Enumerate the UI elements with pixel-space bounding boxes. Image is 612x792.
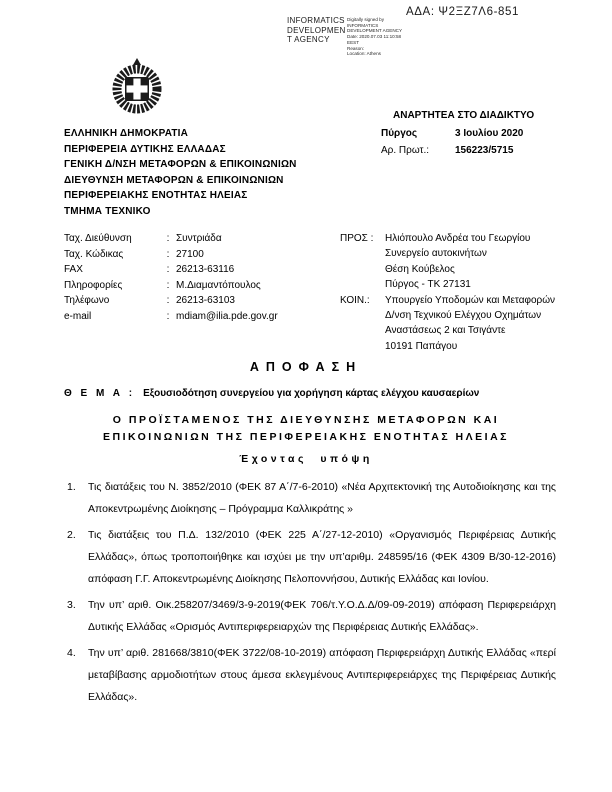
contact-row (64, 309, 278, 325)
to-line: Ηλιόπουλο Ανδρέα του Γεωργίου (385, 233, 531, 244)
contact-label: e-mail (64, 310, 92, 322)
stamp-agency-line: T AGENCY (287, 35, 330, 45)
consideration-item: Την υπ’ αριθ. 281668/3810(ΦΕΚ 3722/08-10-2019) απόφαση Περιφερειάρχη Δυτικής Ελλάδας «περί μεταβίβασης αρμοδιοτήτων στους άμεσα εκλεγμένους Αντιπεριφερειάρχες της Περιφέρειας Δυτικής Ελλάδας». (88, 647, 556, 703)
authority-line: Ο ΠΡΟΪΣΤΑΜΕΝΟΣ ΤΗΣ ΔΙΕΥΘΥΝΣΗΣ ΜΕΤΑΦΟΡΩΝ ΚΑΙ (112, 414, 500, 426)
ada-code: ΑΔΑ: Ψ2ΞΖ7Λ6-851 (406, 6, 520, 18)
protocol-number: 156223/5715 (455, 145, 514, 156)
contact-value: Συντριάδα (176, 233, 222, 244)
contact-row (64, 231, 278, 247)
greek-coat-of-arms-icon (111, 57, 163, 120)
contact-label: Τηλέφωνο (64, 295, 110, 307)
subject-line (64, 388, 556, 399)
contact-value: 26213-63116 (176, 264, 235, 276)
consideration-item: Την υπ’ αριθ. Οικ.258207/3469/3-9-2019(ΦΕΚ 706/τ.Υ.Ο.Δ.Δ/09-09-2019) απόφαση Περιφερειάρχη Δυτικής Ελλάδας «Ορισμός Αντιπεριφερειαρχών της Περιφέρειας Δυτικής Ελλάδας». (88, 599, 556, 633)
to-lines (385, 231, 530, 293)
stamp-detail-line: Reason: (347, 45, 365, 51)
stamp-detail-line: Date: 2020.07.03 11:10:58 (347, 34, 402, 40)
contact-value: mdiam@ilia.pde.gov.gr (176, 310, 278, 322)
contact-value: Μ.Διαμαντόπουλος (176, 279, 261, 291)
to-line: Θέση Κούβελος (385, 263, 455, 275)
cc-line: Υπουργείο Υποδομών και Μεταφορών (385, 294, 556, 306)
subject-text: Εξουσιοδότηση συνεργείου για χορήγηση κάρτας ελέγχου καυσαερίων (143, 388, 480, 399)
contact-row (64, 278, 278, 294)
authority-heading (0, 412, 612, 445)
authority-line: ΕΠΙΚΟΙΝΩΝΙΩΝ ΤΗΣ ΠΕΡΙΦΕΡΕΙΑΚΗΣ ΕΝΟΤΗΤΑΣ ΗΛΕΙΑΣ (103, 430, 509, 443)
org-line: ΓΕΝΙΚΗ Δ/ΝΣΗ ΜΕΤΑΦΟΡΩΝ & ΕΠΙΚΟΙΝΩΝΙΩΝ (64, 159, 297, 170)
signature-stamp-agency (287, 16, 346, 45)
to-line: Πύργος - ΤΚ 27131 (385, 279, 471, 291)
cc-line: Δ/νση Τεχνικού Ελέγχου Οχημάτων (385, 310, 542, 322)
org-line: ΤΜΗΜΑ ΤΕΧΝΙΚΟ (64, 205, 151, 217)
consideration-item: Τις διατάξεις του Ν. 3852/2010 (ΦΕΚ 87 Α΄/7-6-2010) «Νέα Αρχιτεκτονική της Αυτοδιοίκησης και της Αποκεντρωμένης Διοίκησης – Πρόγραμμα Καλλικράτης » (88, 481, 556, 515)
cc-group (340, 293, 555, 355)
stamp-agency-line: DEVELOPMEN (287, 25, 346, 35)
colon: : (166, 295, 170, 307)
consideration-item: Τις διατάξεις του Π.Δ. 132/2010 (ΦΕΚ 225 Α΄/27-12-2010) «Οργανισμός Περιφέρειας Δυτικής Ελλάδας», όπως τροποποιήθηκε και ισχύει με την υπ’αριθμ. 248595/16 (ΦΕΚ 4309 Β/30-12-2016) απόφαση Γ.Γ. Αποκεντρωμένης Διοίκησης Πελοποννήσου, Δυτικής Ελλάδας και Ιονίου. (88, 529, 556, 585)
contact-row (64, 247, 278, 263)
org-line: ΠΕΡΙΦΕΡΕΙΑΚΗΣ ΕΝΟΤΗΤΑΣ ΗΛΕΙΑΣ (64, 190, 248, 201)
cc-label: ΚΟΙΝ.: (340, 294, 370, 306)
subject-label: Θ Ε Μ Α : (64, 388, 136, 399)
having-regard-heading: Έχοντας υπόψη (239, 453, 373, 465)
to-line: Συνεργείο αυτοκινήτων (385, 248, 487, 260)
colon: : (166, 279, 170, 291)
recipients-block (340, 231, 555, 354)
contact-label: FAX (64, 264, 83, 276)
decision-title: ΑΠΟΦΑΣΗ (249, 360, 363, 374)
org-line: ΠΕΡΙΦΕΡΕΙΑ ΔΥΤΙΚΗΣ ΕΛΛΑΔΑΣ (64, 143, 226, 155)
stamp-detail-line: Location: Athens (347, 51, 381, 57)
cc-lines (385, 293, 555, 355)
colon: : (166, 248, 170, 260)
city: Πύργος (381, 128, 418, 139)
to-group (340, 231, 555, 293)
signature-stamp-details (347, 17, 402, 57)
stamp-detail-line: Digitally signed by (347, 17, 385, 22)
cc-line: Αναστάσεως 2 και Τσιγάντε (385, 325, 506, 337)
contact-value: 26213-63103 (176, 295, 235, 307)
contact-label: Πληροφορίες (64, 279, 123, 291)
contact-details-block (64, 231, 278, 325)
publish-notice: ΑΝΑΡΤΗΤΕΑ ΣΤΟ ΔΙΑΔΙΚΤΥΟ (393, 110, 535, 121)
stamp-detail-line: INFORMATICS (347, 22, 379, 28)
considerations-list (64, 476, 556, 712)
contact-label: Ταχ. Διεύθυνση (64, 233, 132, 244)
contact-label: Ταχ. Κώδικας (64, 248, 124, 260)
org-line: ΕΛΛΗΝΙΚΗ ΔΗΜΟΚΡΑΤΙΑ (64, 128, 189, 139)
issuing-authority-block (64, 126, 297, 219)
contact-value: 27100 (176, 248, 204, 260)
date: 3 Ιουλίου 2020 (455, 128, 524, 139)
colon: : (166, 310, 170, 322)
city-date-line (381, 128, 523, 139)
stamp-detail-line: DEVELOPMENT AGENCY (347, 28, 403, 34)
org-line: ΔΙΕΥΘΥΝΣΗ ΜΕΤΑΦΟΡΩΝ & ΕΠΙΚΟΙΝΩΝΙΩΝ (64, 174, 284, 186)
stamp-detail-line: EEST (347, 39, 359, 45)
cc-line: 10191 Παπάγου (385, 340, 458, 352)
contact-row (64, 262, 278, 278)
colon: : (166, 264, 170, 276)
to-label: ΠΡΟΣ : (340, 233, 374, 244)
colon: : (166, 233, 170, 244)
contact-row (64, 293, 278, 309)
protocol-label: Αρ. Πρωτ.: (381, 145, 429, 156)
protocol-line (381, 145, 513, 156)
stamp-agency-line: INFORMATICS (287, 16, 345, 25)
